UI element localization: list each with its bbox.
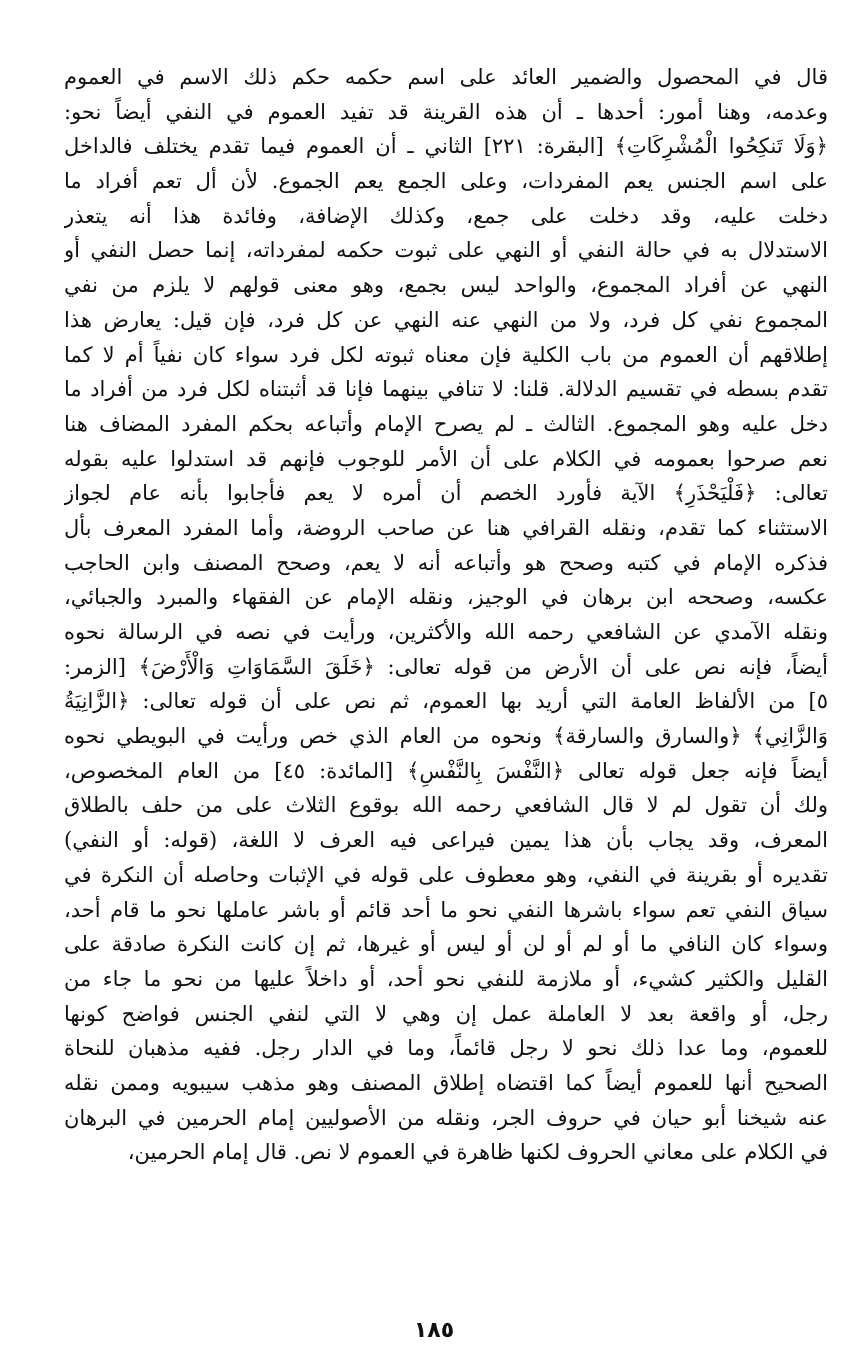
text-line: على اسم الجنس يعم المفردات، وعلى الجمع يعم الجموع. لأن أل تعم أفراد ما (64, 169, 828, 194)
text-line: القليل والكثير كشيء، أو ملازمة للنفي نحو أحد، أو داخلاً عليها من نحو ما جاء من (64, 966, 828, 991)
text-line: تقديره أو بقرينة في النفي، وهو معطوف على قوله في الإثبات وحاصله أن النكرة في (64, 862, 828, 887)
text-line: أيضاً، فإنه نص على أن الأرض من قوله تعالى: ﴿خَلَقَ السَّمَاوَاتِ وَالْأَرْضَ﴾ [الزمر: (64, 654, 828, 679)
text-line: أيضاً فإنه جعل قوله تعالى ﴿النَّفْسَ بِالنَّفْسِ﴾ [المائدة: ٤٥] من العام المخصوص، (64, 758, 828, 783)
text-line: النهي عن أفراد المجموع، والواحد ليس بجمع، وهو معنى قولهم لا يلزم من نفي (64, 273, 828, 298)
text-line: ﴿وَلَا تَنكِحُوا الْمُشْرِكَاتِ﴾ [البقرة: ٢٢١] الثاني ـ أن العموم فيما تقدم يختلف فالداخل (64, 134, 828, 159)
body-text (64, 60, 828, 1170)
text-line: نعم صرحوا بعمومه في الكلام على أن الأمر للوجوب فإنهم قد استدلوا عليه بقوله (64, 446, 828, 471)
text-line: عنه شيخنا أبو حيان في حروف الجر، ونقله من الأصوليين إمام الحرمين في البرهان (64, 1105, 828, 1130)
text-line: للعموم، وما عدا ذلك نحو لا رجل قائماً، وما في الدار رجل. ففيه مذهبان للنحاة (64, 1036, 828, 1061)
text-line: وعدمه، وهنا أمور: أحدها ـ أن هذه القرينة قد تفيد العموم في النفي أيضاً نحو: (64, 99, 828, 124)
text-line: ٥] من الألفاظ العامة التي أريد بها العموم، ثم نص على أن قوله تعالى: ﴿الزَّانِيَةُ (64, 689, 828, 714)
text-line: ولك أن تقول لم لا قال الشافعي رحمه الله بوقوع الثلاث على من حلف بالطلاق (64, 793, 828, 818)
text-line: سياق النفي تعم سواء باشرها النفي نحو ما أحد قائم أو باشر عاملها نحو ما قام أحد، (64, 897, 828, 922)
text-line: تقدم بسطه في تقسيم الدلالة. قلنا: لا تنافي بينهما فإنا قد أثبتناه لكل فرد من أفراد ما (64, 377, 828, 402)
text-line: قال في المحصول والضمير العائد على اسم حكمه حكم ذلك الاسم في العموم (64, 65, 828, 89)
text-line: في الكلام على معاني الحروف لكنها ظاهرة في العموم لا نص. قال إمام الحرمين، (127, 1140, 828, 1165)
page-number: ١٨٥ (413, 1318, 455, 1343)
text-line: دخلت عليه، وقد دخلت على جمع، وكذلك الإضافة، وفائدة هذا أنه يتعذر (64, 203, 828, 228)
text-line: المجموع نفي كل فرد، ولا من النهي عنه النهي عن كل فرد، فإن قيل: يعارض هذا (64, 307, 828, 332)
text-line: عكسه، وصححه ابن برهان في الوجيز، ونقله الإمام عن الفقهاء والمبرد والجبائي، (64, 585, 828, 610)
text-line: المعرف، وقد يجاب بأن هذا يمين فيراعى فيه العرف لا اللغة، (قوله: أو النفي) (64, 828, 828, 853)
text-line: تعالى: ﴿فَلْيَحْذَرِ﴾ الآية فأورد الخصم أن أمره لا يعم فأجابوا بأنه عام لجواز (64, 481, 828, 506)
text-line: الاستدلال به في حالة النفي أو النهي على ثبوت حكمه لمفرداته، إنما حصل النفي أو (64, 238, 828, 263)
text-line: دخل عليه وهو المجموع. الثالث ـ لم يصرح الإمام وأتباعه بحكم المفرد المضاف هنا (64, 411, 828, 436)
text-line: الاستثناء كما تقدم، ونقله القرافي هنا عن صاحب الروضة، وأما المفرد المعرف بأل (64, 515, 828, 540)
text-line: وسواء كان النافي ما أو لم أو لن أو ليس أو غيرها، ثم إن كانت النكرة صادقة على (64, 932, 828, 957)
text-line: فذكره الإمام في كتبه وصحح هو وأتباعه أنه لا يعم، وصحح المصنف وابن الحاجب (64, 550, 828, 575)
text-line: إطلاقهم أن العموم من باب الكلية فإن معناه ثبوته لكل فرد سواء كان نفياً أم لا كما (64, 342, 828, 367)
text-line: رجل، أو واقعة بعد لا العاملة عمل إن وهي لا التي لنفي الجنس فواضح كونها (64, 1001, 828, 1026)
text-line: الصحيح أنها للعموم أيضاً كما اقتضاه إطلاق المصنف وهو مذهب سيبويه وممن نقله (64, 1070, 828, 1095)
text-line: وَالزَّانِي﴾ ﴿والسارق والسارقة﴾ ونحوه من العام الذي خص ورأيت في البويطي نحوه (64, 724, 828, 749)
text-line: ونقله الآمدي عن الشافعي رحمه الله والأكثرين، ورأيت في نصه في الرسالة نحوه (64, 620, 828, 644)
